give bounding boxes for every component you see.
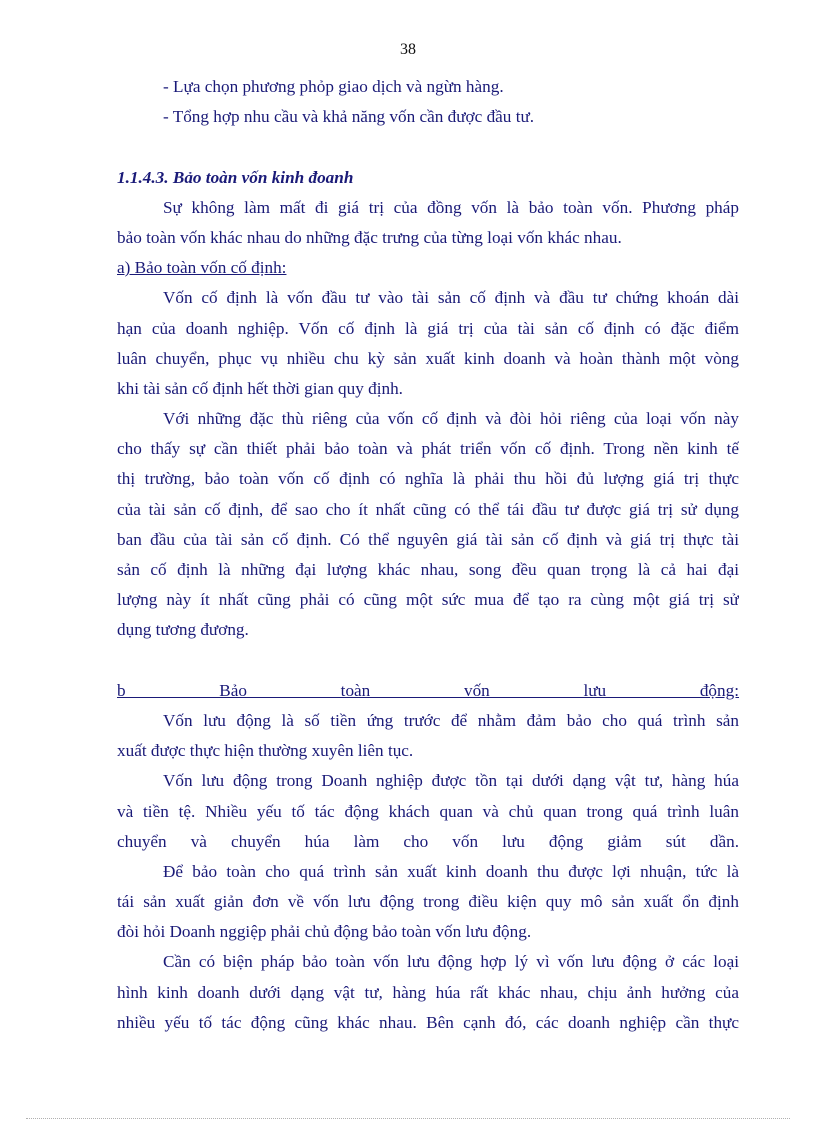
paragraph-line: Vốn lưu động trong Doanh nghiệp được tồn tại dưới dạng vật tư, hàng húa xyxy=(163,771,739,791)
paragraph-line: đòi hỏi Doanh nggiệp phải chủ động bảo toàn vốn lưu động. xyxy=(117,922,532,942)
paragraph-line: ban đầu của tài sản cố định. Có thể nguyên giá tài sản cố định và giá trị thực tài xyxy=(117,529,739,549)
page-number: 38 xyxy=(400,41,416,58)
paragraph-line: tái sản xuất giản đơn về vốn lưu động trong điều kiện quy mô sản xuất ổn định xyxy=(117,892,739,912)
paragraph-line: Vốn cố định là vốn đầu tư vào tài sản cố định và đầu tư chứng khoán dài xyxy=(163,288,739,308)
paragraph-line: và tiền tệ. Nhiều yếu tố tác động khách quan và chủ quan trong quá trình luân xyxy=(117,801,739,821)
spacer xyxy=(117,646,739,676)
paragraph-line: nhiều yếu tố tác động cũng khác nhau. Bên cạnh đó, các doanh nghiệp cần thực xyxy=(117,1012,739,1032)
paragraph-line: hình kinh doanh dưới dạng vật tư, hàng húa rất khác nhau, chịu ảnh hưởng của xyxy=(117,982,739,1002)
paragraph-line: khi tài sản cố định hết thời gian quy định. xyxy=(117,378,403,398)
paragraph-line: hạn của doanh nghiệp. Vốn cố định là giá trị của tài sản cố định có đặc điểm xyxy=(117,318,739,338)
bullet-line: - Lựa chọn phương phỏp giao dịch và ngừn hàng. xyxy=(163,77,504,96)
document-body xyxy=(117,72,739,1038)
paragraph-line: cho thấy sự cần thiết phải bảo toàn và phát triển vốn cố định. Trong nền kinh tế xyxy=(117,439,739,459)
paragraph-line: sản cố định là những đại lượng khác nhau, song đều quan trọng là cả hai đại xyxy=(117,560,739,579)
subheading-fixed-capital: a) Bảo toàn vốn cố định: xyxy=(117,258,287,278)
paragraph-line: xuất được thực hiện thường xuyên liên tục. xyxy=(117,741,414,761)
paragraph-line: Với những đặc thù riêng của vốn cố định và đòi hỏi riêng của loại vốn này xyxy=(163,409,739,429)
footer-divider xyxy=(26,1118,790,1119)
bullet-line: - Tổng hợp nhu cầu và khả năng vốn cần được đầu tư. xyxy=(163,107,535,127)
paragraph-line: của tài sản cố định, để sao cho ít nhất cũng có thể tái đầu tư được giá trị sử dụng xyxy=(117,499,739,519)
paragraph-line: Sự không làm mất đi giá trị của đồng vốn là bảo toàn vốn. Phương pháp xyxy=(163,197,739,217)
paragraph-line: Vốn lưu động là số tiền ứng trước để nhằm đảm bảo cho quá trình sản xyxy=(163,710,739,730)
spacer xyxy=(117,132,739,162)
section-heading: 1.1.4.3. Bảo toàn vốn kinh đoanh xyxy=(117,167,354,187)
paragraph-line: thị trường, bảo toàn vốn cố định có nghĩa là phải thu hồi đủ lượng giá trị thực xyxy=(117,469,739,489)
paragraph-line: Cần có biện pháp bảo toàn vốn lưu động hợp lý vì vốn lưu động ở các loại xyxy=(163,952,739,972)
paragraph-line: chuyển và chuyển húa làm cho vốn lưu động giảm sút dần. xyxy=(117,831,739,851)
paragraph-line: Để bảo toàn cho quá trình sản xuất kinh doanh thu được lợi nhuận, tức là xyxy=(163,861,739,881)
paragraph-line: lượng này ít nhất cũng phải có cũng một sức mua để tạo ra cùng một giá trị sử xyxy=(117,590,739,610)
paragraph-line: bảo toàn vốn khác nhau do những đặc trưng của từng loại vốn khác nhau. xyxy=(117,227,622,247)
paragraph-line: dụng tương đương. xyxy=(117,620,249,640)
subheading-working-capital: b Bảo toàn vốn lưu động: xyxy=(117,680,739,700)
paragraph-line: luân chuyển, phục vụ nhiều chu kỳ sản xuất kinh doanh và hoàn thành một vòng xyxy=(117,348,739,368)
